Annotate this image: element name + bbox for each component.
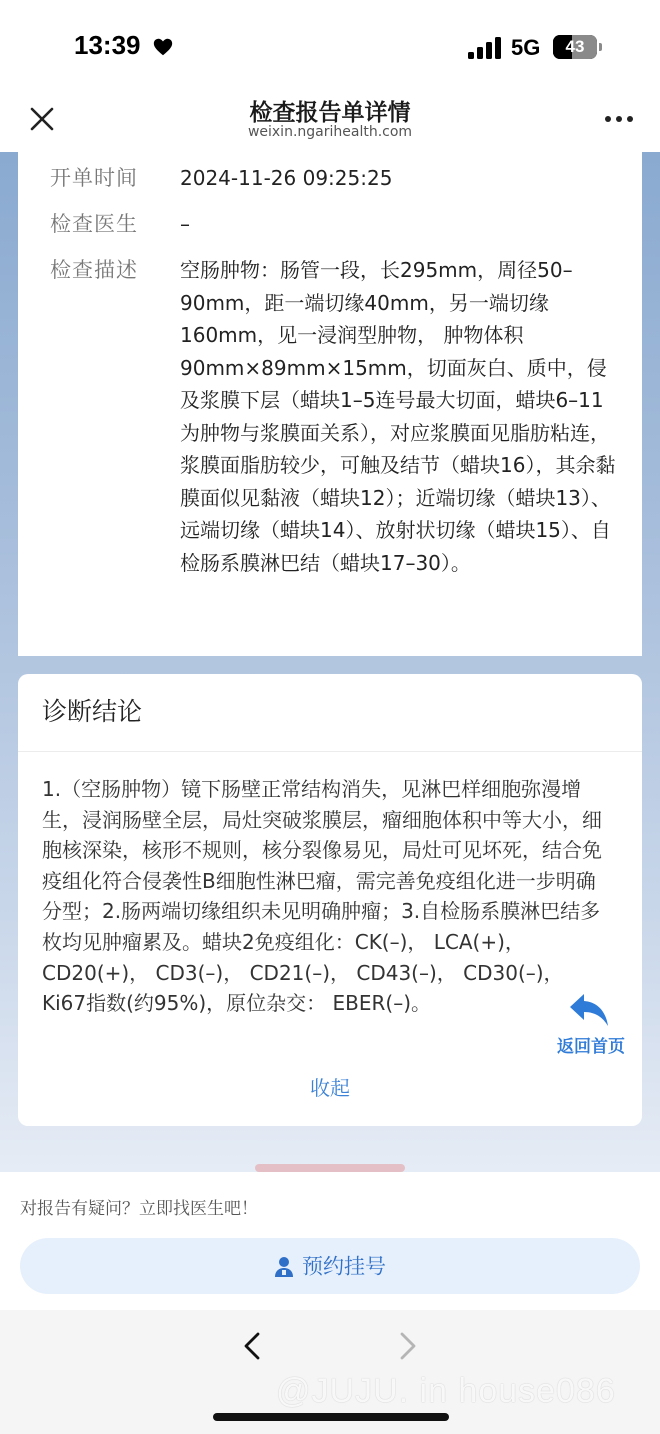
battery-icon: [553, 35, 597, 59]
network-type: 5G: [511, 35, 541, 60]
return-arrow-icon: [566, 990, 610, 1030]
chevron-left-icon[interactable]: [238, 1328, 268, 1364]
collapse-button[interactable]: 收起: [310, 1076, 350, 1100]
nav-header: [0, 90, 660, 152]
content-area[interactable]: [0, 152, 660, 1172]
appointment-label: 预约挂号: [302, 1254, 386, 1279]
row-label: 检查医生: [50, 212, 138, 236]
page-domain: weixin.ngarihealth.com: [247, 124, 413, 140]
diagnosis-text: 1.（空肠肿物）镜下肠壁正常结构消失，见淋巴样细胞弥漫增生，浸润肠壁全层，局灶突破浆膜层，瘤细胞体积中等大小，细胞核深染，核形不规则，核分裂像易见，局灶可见坏死，结合免疫组化符合侵袭性B细胞性淋巴瘤，需完善免疫组化进一步明确分型；2.肠两端切缘组织未见明确肿瘤；3.自检肠系膜淋巴结多枚均见肿瘤累及。蜡块2免疫组化：CK(–)， LCA(+)， CD20(+)， CD3(–)， CD21(–)， CD43(–)， CD30(–)， Ki67指数(约95%)，原位杂交： EBER(–)。: [42, 777, 602, 1016]
chevron-right-icon[interactable]: [392, 1328, 422, 1364]
battery-level: 43: [565, 37, 585, 56]
battery-cap: [599, 43, 602, 51]
row-value: –: [180, 212, 190, 236]
row-value: 空肠肿物：肠管一段，长295mm，周径50–90mm，距一端切缘40mm，另一端切缘160mm，见一浸润型肿物， 肿物体积90mm×89mm×15mm，切面灰白、质中，侵及浆膜下层（蜡块1–5连号最大切面，蜡块6–11为肿物与浆膜面关系），对应浆膜面见脂肪粘连，浆膜面脂肪较少，可触及结节（蜡块16），其余黏膜面似见黏液（蜡块12）；近端切缘（蜡块13）、远端切缘（蜡块14）、放射状切缘（蜡块15）、自检肠系膜淋巴结（蜡块17–30）。: [180, 258, 616, 575]
browser-toolbar: [0, 1310, 660, 1434]
return-home-label: 返回首页: [557, 1037, 625, 1057]
appointment-button[interactable]: [20, 1238, 640, 1294]
watermark: @JUJU. in house086: [276, 1372, 616, 1410]
question-prompt: 对报告有疑问？立即找医生吧！: [20, 1199, 258, 1219]
more-dots-icon[interactable]: [604, 114, 634, 124]
row-label: 检查描述: [50, 258, 138, 282]
hidden-content-peek: [255, 1164, 405, 1172]
heart-icon: [152, 36, 174, 58]
row-label: 开单时间: [50, 166, 138, 190]
return-home-button[interactable]: [546, 990, 636, 1060]
page-title: 检查报告单详情: [249, 100, 411, 126]
diagnosis-title: 诊断结论: [42, 697, 143, 726]
status-bar: [0, 0, 660, 90]
row-value: 2024-11-26 09:25:25: [180, 166, 393, 190]
signal-icon: [468, 37, 502, 59]
status-time: 13:39: [74, 30, 141, 60]
home-indicator: [213, 1413, 449, 1421]
bottom-panel: [0, 1172, 660, 1310]
divider: [18, 751, 642, 752]
report-info-card: [18, 152, 642, 656]
person-icon: [274, 1256, 294, 1278]
